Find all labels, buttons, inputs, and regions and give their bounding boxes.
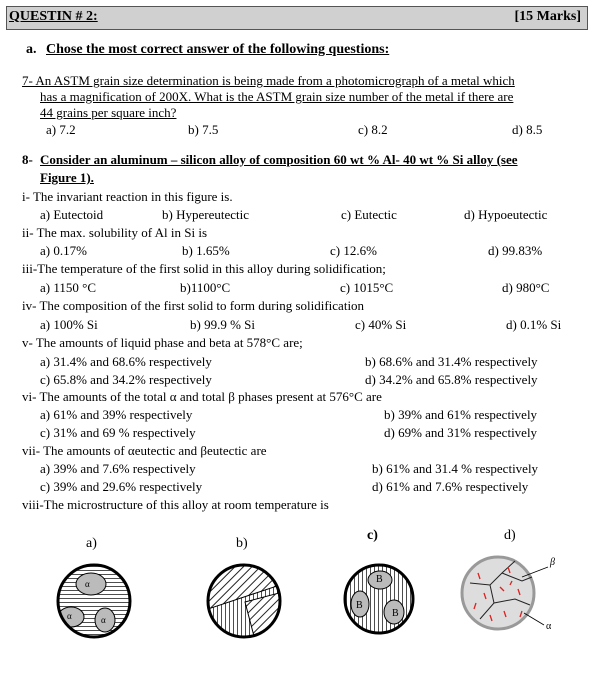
- q8-i-option-d[interactable]: d) Hypoeutectic: [464, 207, 548, 222]
- q8-v-stem: v- The amounts of liquid phase and beta at 578°C are;: [22, 335, 303, 350]
- figure-c-label: c): [367, 528, 378, 543]
- q8-viii-stem: viii-The microstructure of this alloy at room temperature is: [22, 497, 329, 512]
- microstructure-d[interactable]: [460, 553, 570, 633]
- q8-line2: Figure 1).: [40, 170, 94, 185]
- microstructure-c[interactable]: [342, 562, 416, 636]
- alpha-label: α: [546, 621, 552, 632]
- q7-line2: has a magnification of 200X. What is the ASTM grain size number of the metal if there are: [40, 89, 514, 104]
- q7-option-b[interactable]: b) 7.5: [188, 122, 219, 137]
- q8-vii-stem: vii- The amounts of αeutectic and βeutectic are: [22, 443, 267, 458]
- figure-d-label: d): [504, 528, 516, 543]
- q7-option-d[interactable]: d) 8.5: [512, 122, 543, 137]
- q8-v-option-b[interactable]: b) 68.6% and 31.4% respectively: [365, 354, 538, 369]
- q8-i-option-a[interactable]: a) Eutectoid: [40, 207, 104, 222]
- beta-symbol-label: β: [550, 557, 555, 568]
- q8-ii-stem: ii- The max. solubility of Al in Si is: [22, 225, 208, 240]
- q8-v-option-c[interactable]: c) 65.8% and 34.2% respectively: [40, 372, 212, 387]
- q8-i-stem: i- The invariant reaction in this figure is.: [22, 189, 233, 204]
- q8-iv-option-b[interactable]: b) 99.9 % Si: [190, 317, 255, 332]
- alpha-label: α: [101, 615, 106, 625]
- question-title: QUESTIN # 2:: [9, 9, 98, 24]
- q8-iii-option-a[interactable]: a) 1150 °C: [40, 280, 96, 295]
- q8-iii-option-b[interactable]: b)1100°C: [180, 280, 231, 295]
- q8-ii-option-a[interactable]: a) 0.17%: [40, 243, 87, 258]
- q8-vii-option-c[interactable]: c) 39% and 29.6% respectively: [40, 479, 203, 494]
- q8-iii-stem: iii-The temperature of the first solid in this alloy during solidification;: [22, 261, 386, 276]
- q8-vi-stem: vi- The amounts of the total α and total β phases present at 576°C are: [22, 389, 382, 404]
- q8-vii-option-d[interactable]: d) 61% and 7.6% respectively: [372, 479, 529, 494]
- q8-vi-option-d[interactable]: d) 69% and 31% respectively: [384, 425, 538, 440]
- q7-option-a[interactable]: a) 7.2: [46, 122, 76, 137]
- q8-ii-option-c[interactable]: c) 12.6%: [330, 243, 377, 258]
- q8-iv-option-d[interactable]: d) 0.1% Si: [506, 317, 562, 332]
- q8-iii-option-c[interactable]: c) 1015°C: [340, 280, 394, 295]
- question-header: [6, 6, 588, 30]
- q8-v-option-d[interactable]: d) 34.2% and 65.8% respectively: [365, 372, 538, 387]
- alpha-label: α: [85, 579, 90, 589]
- microstructure-a[interactable]: [55, 562, 133, 640]
- beta-label: B: [376, 574, 383, 585]
- q8-line1: Consider an aluminum – silicon alloy of composition 60 wt % Al- 40 wt % Si alloy (see: [40, 152, 518, 167]
- q8-iii-option-d[interactable]: d) 980°C: [502, 280, 550, 295]
- q8-vi-option-b[interactable]: b) 39% and 61% respectively: [384, 407, 538, 422]
- part-a-heading: Chose the most correct answer of the following questions:: [46, 42, 390, 57]
- q8-i-option-c[interactable]: c) Eutectic: [341, 207, 397, 222]
- microstructure-b[interactable]: [205, 562, 283, 640]
- q8-vii-option-b[interactable]: b) 61% and 31.4 % respectively: [372, 461, 539, 476]
- beta-label: B: [392, 608, 399, 619]
- part-a-label: a.: [26, 42, 37, 57]
- q8-vii-option-a[interactable]: a) 39% and 7.6% respectively: [40, 461, 196, 476]
- q8-vi-option-c[interactable]: c) 31% and 69 % respectively: [40, 425, 196, 440]
- q8-i-option-b[interactable]: b) Hypereutectic: [162, 207, 249, 222]
- q8-ii-option-b[interactable]: b) 1.65%: [182, 243, 230, 258]
- q7-option-c[interactable]: c) 8.2: [358, 122, 388, 137]
- q8-iv-stem: iv- The composition of the first solid to form during solidification: [22, 298, 365, 313]
- alpha-label: α: [67, 611, 72, 621]
- q7-line1: 7- An ASTM grain size determination is being made from a photomicrograph of a metal which: [22, 73, 515, 88]
- q8-iv-option-a[interactable]: a) 100% Si: [40, 317, 98, 332]
- q8-v-option-a[interactable]: a) 31.4% and 68.6% respectively: [40, 354, 212, 369]
- figure-b-label: b): [236, 536, 248, 551]
- figure-a-label: a): [86, 536, 97, 551]
- q8-label: 8-: [22, 152, 33, 167]
- question-marks: [15 Marks]: [514, 9, 581, 24]
- q8-vi-option-a[interactable]: a) 61% and 39% respectively: [40, 407, 193, 422]
- beta-label: B: [356, 600, 363, 611]
- q8-ii-option-d[interactable]: d) 99.83%: [488, 243, 543, 258]
- q8-iv-option-c[interactable]: c) 40% Si: [355, 317, 407, 332]
- q7-line3: 44 grains per square inch?: [40, 105, 177, 120]
